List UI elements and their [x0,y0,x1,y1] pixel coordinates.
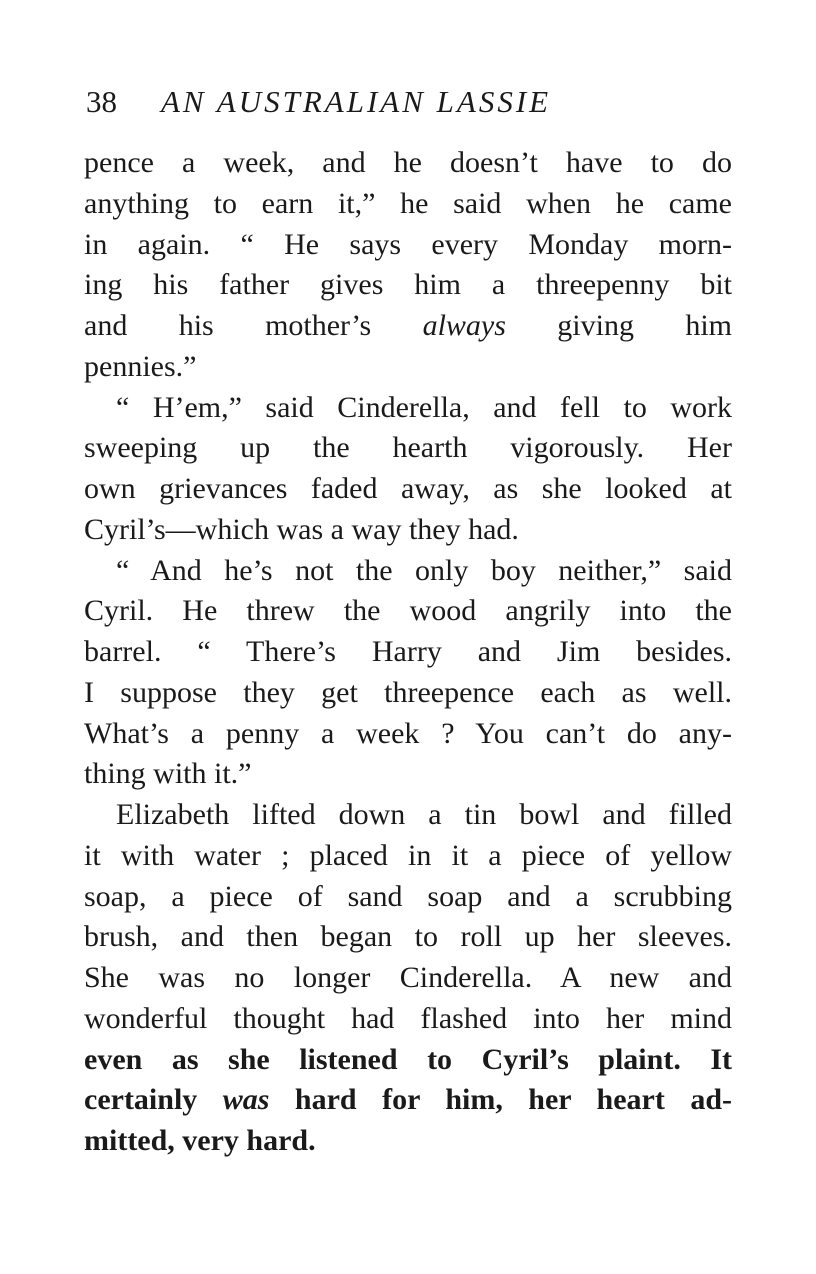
text-run: anything to earn it,” he said when he came [84,186,732,220]
text-line [84,184,732,225]
text-run: Elizabeth lifted down a tin bowl and filled [116,798,732,831]
text-line [84,999,732,1040]
text-run: thing with it.” [84,757,252,791]
text-line [84,877,732,918]
text-line [84,1121,732,1162]
text-line [84,754,732,795]
text-run: ing his father gives him a threepenny bit [84,268,732,302]
emphasized-word: always [422,309,506,342]
text-line [84,958,732,999]
text-line [84,836,732,877]
text-line [84,347,732,388]
text-line [84,225,732,266]
emphasized-word: was [222,1083,270,1117]
text-run: barrel. “ There’s Harry and Jim besides. [84,635,732,668]
text-line [84,714,732,755]
body-text [84,143,732,1162]
text-line [84,469,732,510]
text-run: even as she listened to Cyril’s plaint. It [84,1042,732,1076]
text-run: hard for him, her heart ad- [269,1083,732,1117]
text-run: certainly [84,1083,223,1117]
text-run: mitted, very hard. [84,1124,316,1157]
text-line [84,265,732,306]
text-run: wonderful thought had flashed into her mind [84,1001,732,1035]
text-line [84,673,732,714]
text-run: pennies.” [84,349,197,383]
text-run: I suppose they get threepence each as well. [84,675,732,709]
text-line [84,143,732,184]
text-run: in again. “ He says every Monday morn- [84,227,732,261]
text-run: own grievances faded away, as she looked at [84,472,732,505]
text-line [84,917,732,958]
text-line [84,1080,732,1121]
text-line [84,510,732,551]
text-run: She was no longer Cinderella. A new and [84,961,732,994]
text-line [84,1040,732,1081]
text-run: brush, and then began to roll up her sleeves. [84,920,732,954]
text-line [84,428,732,469]
text-run: giving him [505,309,732,342]
text-run: it with water ; placed in it a piece of yellow [84,838,732,872]
text-run: “ And he’s not the only boy neither,” said [116,553,732,587]
page-number: 38 [86,84,117,119]
text-run: pence a week, and he doesn’t have to do [84,146,732,179]
text-run: soap, a piece of sand soap and a scrubbing [84,879,732,913]
text-run: sweeping up the hearth vigorously. Her [84,431,732,465]
text-run: and his mother’s [84,309,423,342]
text-run: “ H’em,” said Cinderella, and fell to work [116,390,732,424]
text-line [84,388,732,429]
text-line [84,306,732,347]
text-line [84,591,732,632]
text-run: Cyril. He threw the wood angrily into the [84,594,732,628]
text-line [84,551,732,592]
text-run: What’s a penny a week ? You can’t do any- [84,716,732,750]
text-line [84,795,732,836]
text-run: Cyril’s—which was a way they had. [84,512,519,546]
running-head [86,80,646,124]
book-title: AN AUSTRALIAN LASSIE [161,84,552,119]
text-line [84,632,732,673]
